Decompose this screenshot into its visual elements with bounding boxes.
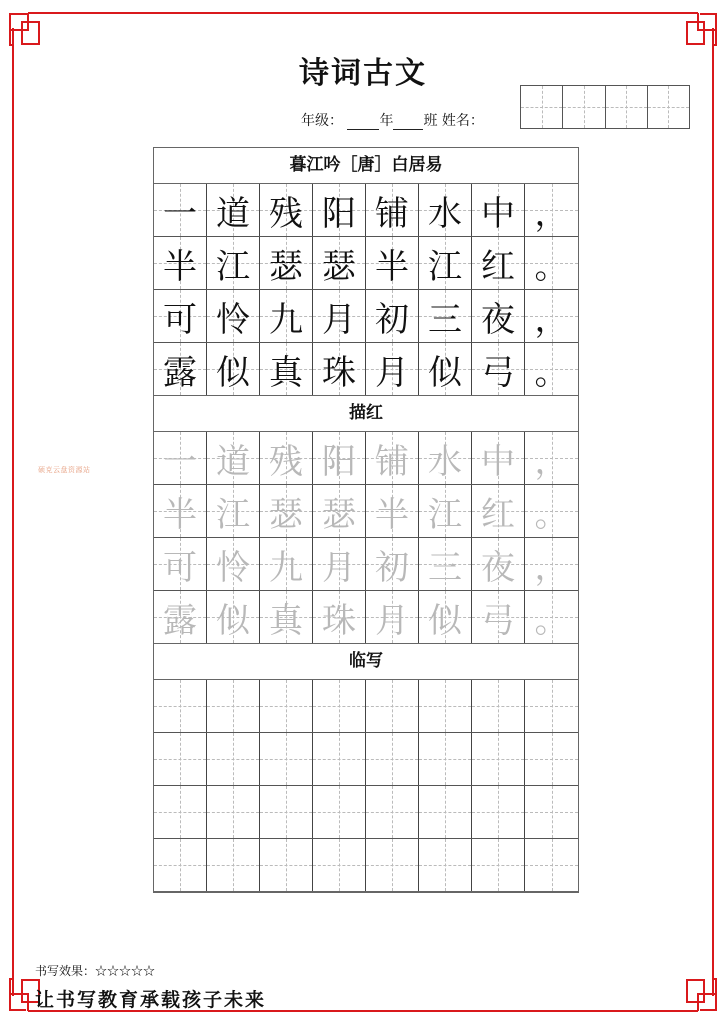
model-character: 月 bbox=[322, 299, 356, 340]
trace-character: 残 bbox=[269, 441, 303, 482]
poem-line-row bbox=[154, 184, 578, 237]
guide-line-horizontal bbox=[154, 706, 206, 707]
guide-line-horizontal bbox=[207, 865, 259, 866]
model-character: 道 bbox=[216, 193, 250, 234]
character-cell bbox=[419, 184, 472, 236]
character-cell bbox=[525, 343, 578, 395]
trace-character: 中 bbox=[481, 441, 515, 482]
guide-line-horizontal bbox=[154, 865, 206, 866]
character-cell[interactable] bbox=[313, 538, 366, 590]
name-input-boxes[interactable] bbox=[520, 85, 690, 129]
watermark: 硕克云盘资源站 bbox=[38, 466, 91, 474]
poem-line-row bbox=[154, 237, 578, 290]
writing-cell[interactable] bbox=[154, 839, 207, 891]
character-cell[interactable] bbox=[472, 432, 525, 484]
character-cell bbox=[207, 237, 260, 289]
trace-character: 铺 bbox=[375, 441, 409, 482]
character-cell bbox=[207, 184, 260, 236]
model-character: 真 bbox=[269, 352, 303, 393]
model-character: 露 bbox=[163, 352, 197, 393]
name-box[interactable] bbox=[563, 86, 605, 128]
character-cell[interactable] bbox=[313, 485, 366, 537]
character-cell[interactable] bbox=[260, 538, 313, 590]
character-cell[interactable] bbox=[260, 432, 313, 484]
guide-line-horizontal bbox=[260, 865, 312, 866]
character-cell bbox=[472, 237, 525, 289]
grade-year-blank[interactable] bbox=[347, 115, 379, 130]
character-cell[interactable] bbox=[366, 591, 419, 643]
writing-cell[interactable] bbox=[366, 786, 419, 838]
model-character: ， bbox=[534, 299, 569, 340]
model-character: 半 bbox=[375, 246, 409, 287]
name-box[interactable] bbox=[648, 86, 689, 128]
model-character: 月 bbox=[375, 352, 409, 393]
poem-heading: 暮江吟［唐］白居易 bbox=[154, 148, 578, 184]
writing-cell[interactable] bbox=[525, 839, 578, 891]
guide-line-horizontal bbox=[472, 812, 524, 813]
character-cell[interactable] bbox=[472, 591, 525, 643]
writing-cell[interactable] bbox=[313, 733, 366, 785]
model-character: 残 bbox=[269, 193, 303, 234]
writing-cell[interactable] bbox=[207, 680, 260, 732]
trace-character: 似 bbox=[216, 600, 250, 641]
trace-character: 真 bbox=[269, 600, 303, 641]
guide-line-horizontal bbox=[525, 865, 578, 866]
poem-model-rows bbox=[154, 184, 578, 396]
model-character: 铺 bbox=[375, 193, 409, 234]
copy-heading: 临写 bbox=[154, 644, 578, 680]
character-cell[interactable] bbox=[154, 538, 207, 590]
writing-cell[interactable] bbox=[154, 786, 207, 838]
character-cell[interactable] bbox=[207, 538, 260, 590]
character-cell bbox=[366, 237, 419, 289]
trace-character: 瑟 bbox=[322, 494, 356, 535]
character-cell[interactable] bbox=[207, 485, 260, 537]
character-cell bbox=[260, 343, 313, 395]
character-cell bbox=[207, 343, 260, 395]
guide-line-horizontal bbox=[313, 812, 365, 813]
poem-line-row bbox=[154, 290, 578, 343]
guide-line-horizontal bbox=[525, 706, 578, 707]
character-cell[interactable] bbox=[207, 432, 260, 484]
character-cell bbox=[260, 237, 313, 289]
character-cell bbox=[472, 184, 525, 236]
model-character: 一 bbox=[163, 193, 197, 234]
character-cell[interactable] bbox=[419, 538, 472, 590]
character-cell bbox=[313, 343, 366, 395]
writing-cell[interactable] bbox=[207, 733, 260, 785]
model-character: 江 bbox=[216, 246, 250, 287]
trace-character: 露 bbox=[163, 600, 197, 641]
trace-character: 夜 bbox=[481, 547, 515, 588]
name-box[interactable] bbox=[521, 86, 563, 128]
guide-line-horizontal bbox=[207, 759, 259, 760]
name-box[interactable] bbox=[606, 86, 648, 128]
model-character: 红 bbox=[481, 246, 515, 287]
model-character: 怜 bbox=[216, 299, 250, 340]
copy-row bbox=[154, 680, 578, 733]
writing-cell[interactable] bbox=[313, 839, 366, 891]
guide-line-horizontal bbox=[366, 706, 418, 707]
trace-character: 一 bbox=[163, 441, 197, 482]
guide-line-horizontal bbox=[260, 706, 312, 707]
guide-line-horizontal bbox=[366, 865, 418, 866]
writing-cell[interactable] bbox=[472, 839, 525, 891]
trace-character: 。 bbox=[534, 600, 569, 641]
character-cell bbox=[472, 290, 525, 342]
poem-line-row bbox=[154, 343, 578, 396]
character-cell[interactable] bbox=[525, 485, 578, 537]
model-character: 阳 bbox=[322, 193, 356, 234]
character-cell bbox=[207, 290, 260, 342]
practice-sheet bbox=[153, 147, 579, 893]
copy-row bbox=[154, 786, 578, 839]
trace-character: 江 bbox=[428, 494, 462, 535]
writing-cell[interactable] bbox=[419, 680, 472, 732]
guide-line-horizontal bbox=[313, 865, 365, 866]
guide-line-horizontal bbox=[313, 706, 365, 707]
guide-line-horizontal bbox=[313, 759, 365, 760]
writing-cell[interactable] bbox=[313, 786, 366, 838]
character-cell bbox=[154, 237, 207, 289]
guide-line-horizontal bbox=[260, 759, 312, 760]
character-cell[interactable] bbox=[366, 485, 419, 537]
writing-cell[interactable] bbox=[525, 786, 578, 838]
character-cell bbox=[525, 184, 578, 236]
character-cell bbox=[313, 184, 366, 236]
character-cell bbox=[260, 184, 313, 236]
grade-label: 年级： bbox=[301, 113, 343, 129]
writing-cell[interactable] bbox=[366, 733, 419, 785]
guide-line-horizontal bbox=[472, 706, 524, 707]
guide-line-horizontal bbox=[154, 812, 206, 813]
guide-line-horizontal bbox=[419, 706, 471, 707]
guide-line-horizontal bbox=[366, 812, 418, 813]
character-cell bbox=[419, 290, 472, 342]
character-cell[interactable] bbox=[260, 485, 313, 537]
trace-character: 弓 bbox=[481, 600, 515, 641]
trace-heading: 描红 bbox=[154, 396, 578, 432]
trace-character: 红 bbox=[481, 494, 515, 535]
character-cell bbox=[313, 237, 366, 289]
character-cell[interactable] bbox=[260, 591, 313, 643]
character-cell[interactable] bbox=[366, 538, 419, 590]
character-cell bbox=[366, 184, 419, 236]
trace-character: 可 bbox=[163, 547, 197, 588]
trace-character: 似 bbox=[428, 600, 462, 641]
character-cell bbox=[154, 184, 207, 236]
model-character: 。 bbox=[534, 352, 569, 393]
guide-line-horizontal bbox=[366, 759, 418, 760]
writing-cell[interactable] bbox=[366, 839, 419, 891]
writing-cell[interactable] bbox=[419, 839, 472, 891]
character-cell[interactable] bbox=[419, 591, 472, 643]
character-cell bbox=[419, 343, 472, 395]
guide-line-horizontal bbox=[207, 706, 259, 707]
character-cell bbox=[472, 343, 525, 395]
writing-cell[interactable] bbox=[260, 680, 313, 732]
writing-cell[interactable] bbox=[472, 786, 525, 838]
character-cell bbox=[525, 290, 578, 342]
model-character: 初 bbox=[375, 299, 409, 340]
character-cell[interactable] bbox=[419, 485, 472, 537]
model-character: 。 bbox=[534, 246, 569, 287]
guide-line-horizontal bbox=[419, 812, 471, 813]
guide-line-horizontal bbox=[419, 759, 471, 760]
model-character: 水 bbox=[428, 193, 462, 234]
character-cell[interactable] bbox=[419, 432, 472, 484]
writing-cell[interactable] bbox=[260, 839, 313, 891]
character-cell[interactable] bbox=[525, 432, 578, 484]
model-character: 珠 bbox=[322, 352, 356, 393]
writing-cell[interactable] bbox=[419, 733, 472, 785]
model-character: 弓 bbox=[481, 352, 515, 393]
model-character: 似 bbox=[216, 352, 250, 393]
writing-cell[interactable] bbox=[154, 733, 207, 785]
student-info bbox=[301, 110, 484, 130]
trace-character: ， bbox=[534, 547, 569, 588]
model-character: 瑟 bbox=[322, 246, 356, 287]
trace-character: 江 bbox=[216, 494, 250, 535]
copy-row bbox=[154, 839, 578, 892]
trace-character: 水 bbox=[428, 441, 462, 482]
trace-character: 九 bbox=[269, 547, 303, 588]
poem-line-row bbox=[154, 591, 578, 644]
character-cell bbox=[525, 237, 578, 289]
writing-cell[interactable] bbox=[472, 733, 525, 785]
trace-character: ， bbox=[534, 441, 569, 482]
guide-line-horizontal bbox=[207, 812, 259, 813]
model-character: 三 bbox=[428, 299, 462, 340]
trace-character: 。 bbox=[534, 494, 569, 535]
class-blank[interactable] bbox=[393, 115, 423, 130]
character-cell bbox=[154, 290, 207, 342]
trace-character: 月 bbox=[375, 600, 409, 641]
guide-line-horizontal bbox=[154, 759, 206, 760]
guide-line-horizontal bbox=[472, 759, 524, 760]
character-cell[interactable] bbox=[525, 591, 578, 643]
character-cell bbox=[260, 290, 313, 342]
trace-rows bbox=[154, 432, 578, 644]
writing-cell[interactable] bbox=[472, 680, 525, 732]
character-cell[interactable] bbox=[207, 591, 260, 643]
character-cell[interactable] bbox=[154, 485, 207, 537]
trace-character: 月 bbox=[322, 547, 356, 588]
model-character: ， bbox=[534, 193, 569, 234]
trace-character: 三 bbox=[428, 547, 462, 588]
name-label: 姓名： bbox=[441, 113, 484, 129]
trace-character: 半 bbox=[375, 494, 409, 535]
writing-cell[interactable] bbox=[260, 733, 313, 785]
model-character: 中 bbox=[481, 193, 515, 234]
model-character: 瑟 bbox=[269, 246, 303, 287]
character-cell bbox=[366, 343, 419, 395]
model-character: 夜 bbox=[481, 299, 515, 340]
writing-cell[interactable] bbox=[419, 786, 472, 838]
poem-line-row bbox=[154, 485, 578, 538]
writing-cell[interactable] bbox=[207, 786, 260, 838]
writing-cell[interactable] bbox=[154, 680, 207, 732]
poem-line-row bbox=[154, 432, 578, 485]
guide-line-horizontal bbox=[525, 759, 578, 760]
class-suffix: 班 bbox=[423, 113, 438, 129]
guide-line-horizontal bbox=[472, 865, 524, 866]
model-character: 江 bbox=[428, 246, 462, 287]
writing-cell[interactable] bbox=[525, 680, 578, 732]
trace-character: 阳 bbox=[322, 441, 356, 482]
guide-line-horizontal bbox=[525, 812, 578, 813]
model-character: 似 bbox=[428, 352, 462, 393]
writing-cell[interactable] bbox=[207, 839, 260, 891]
character-cell bbox=[419, 237, 472, 289]
trace-character: 珠 bbox=[322, 600, 356, 641]
character-cell[interactable] bbox=[154, 591, 207, 643]
character-cell[interactable] bbox=[366, 432, 419, 484]
character-cell bbox=[313, 290, 366, 342]
trace-character: 半 bbox=[163, 494, 197, 535]
model-character: 可 bbox=[163, 299, 197, 340]
character-cell[interactable] bbox=[154, 432, 207, 484]
guide-line-horizontal bbox=[260, 812, 312, 813]
trace-character: 怜 bbox=[216, 547, 250, 588]
writing-cell[interactable] bbox=[260, 786, 313, 838]
writing-rating: 书写效果：☆☆☆☆☆ bbox=[35, 964, 156, 978]
trace-character: 瑟 bbox=[269, 494, 303, 535]
writing-cell[interactable] bbox=[366, 680, 419, 732]
writing-cell[interactable] bbox=[313, 680, 366, 732]
footer-slogan: 让书写教育承载孩子未来 bbox=[35, 989, 267, 1011]
character-cell[interactable] bbox=[313, 591, 366, 643]
model-character: 半 bbox=[163, 246, 197, 287]
model-character: 九 bbox=[269, 299, 303, 340]
trace-character: 初 bbox=[375, 547, 409, 588]
page-title: 诗词古文 bbox=[299, 56, 427, 91]
character-cell[interactable] bbox=[525, 538, 578, 590]
writing-cell[interactable] bbox=[525, 733, 578, 785]
character-cell[interactable] bbox=[472, 538, 525, 590]
character-cell bbox=[154, 343, 207, 395]
copy-row bbox=[154, 733, 578, 786]
year-suffix: 年 bbox=[379, 113, 394, 129]
character-cell bbox=[366, 290, 419, 342]
trace-character: 道 bbox=[216, 441, 250, 482]
copy-rows bbox=[154, 680, 578, 892]
character-cell[interactable] bbox=[313, 432, 366, 484]
poem-line-row bbox=[154, 538, 578, 591]
guide-line-horizontal bbox=[419, 865, 471, 866]
character-cell[interactable] bbox=[472, 485, 525, 537]
